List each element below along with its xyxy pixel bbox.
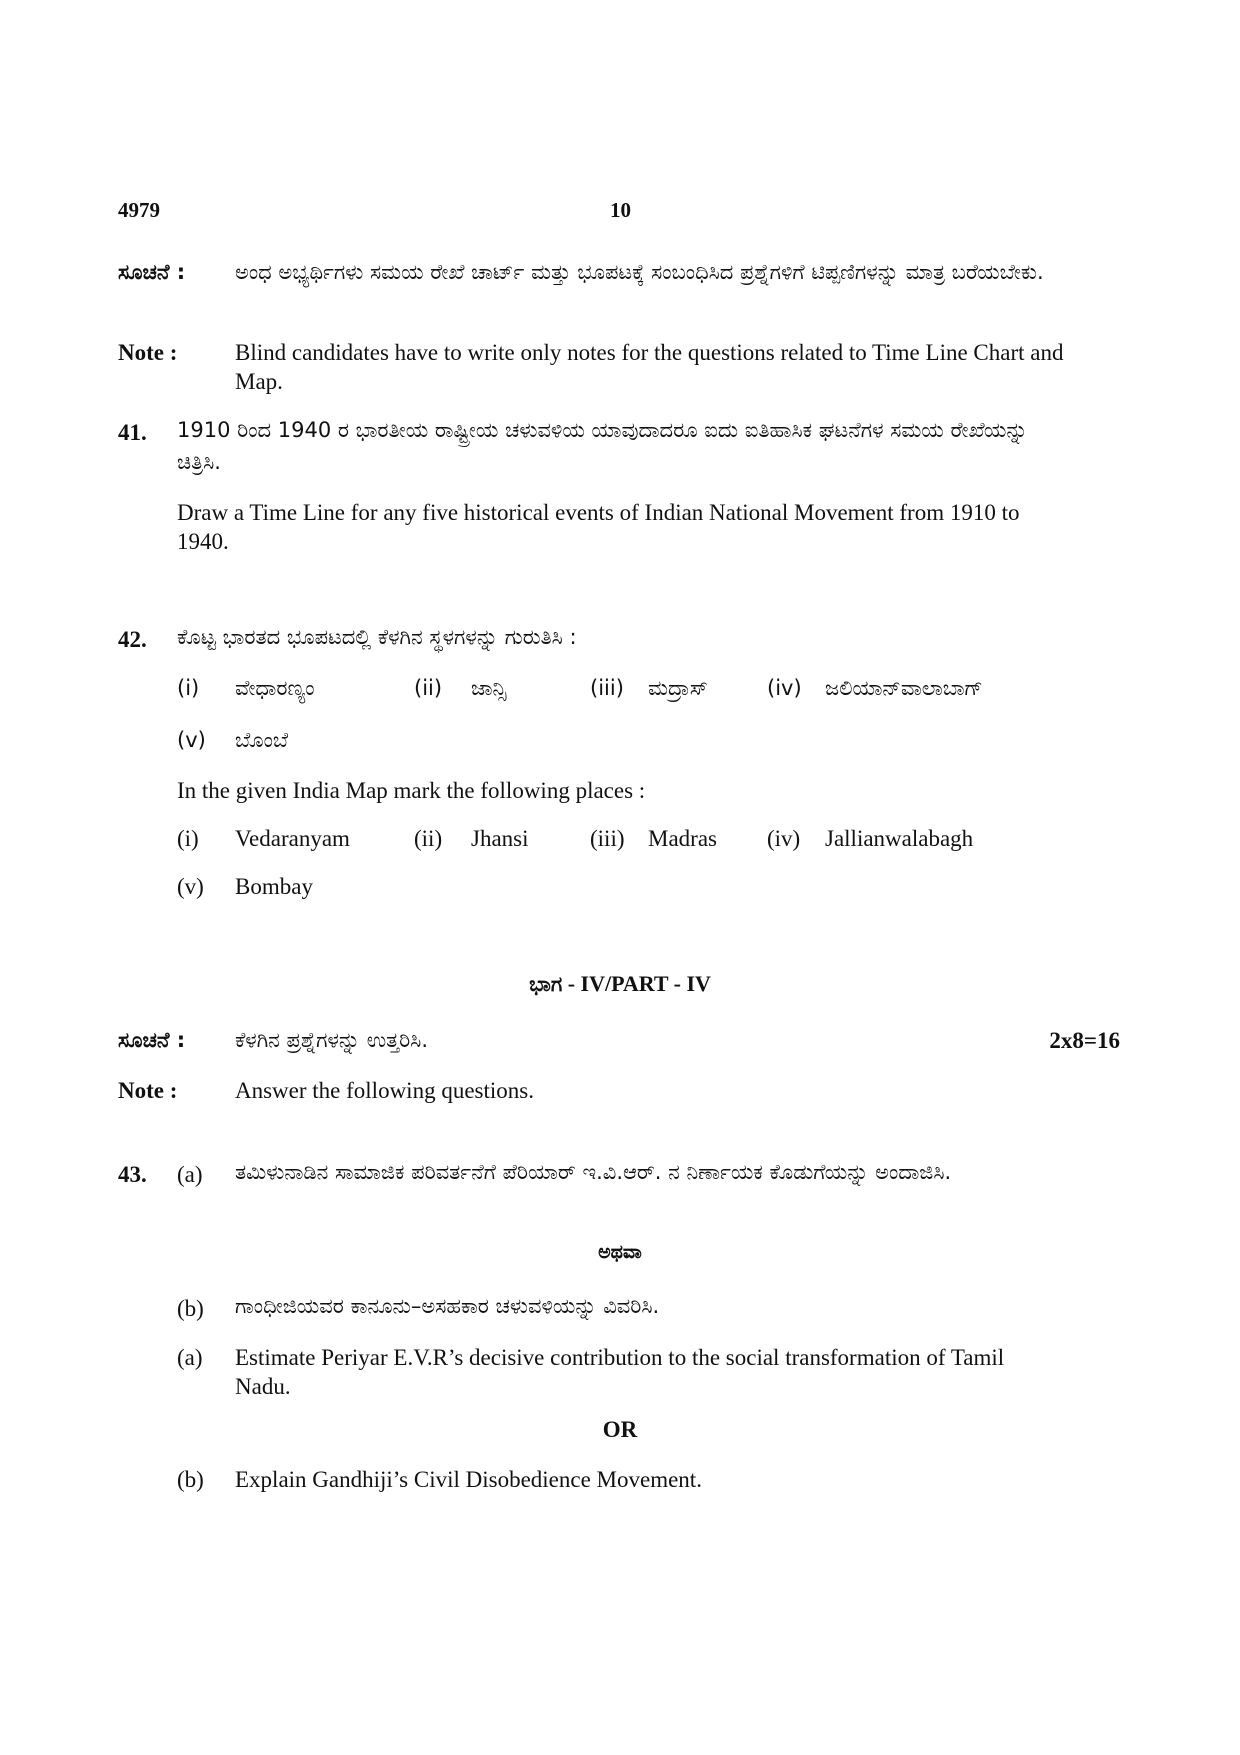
q43-a-kn: ತಮಿಳುನಾಡಿನ ಸಾಮಾಜಿಕ ಪರಿವರ್ತನೆಗೆ ಪೆರಿಯಾರ್ ಇ.ವಿ.ಆರ್. ನ ನಿರ್ಣಾಯಕ ಕೊಡುಗೆಯನ್ನು ಅಂದಾಜಿಸಿ. (235, 1160, 952, 1184)
part-iv-heading-en: - IV/PART - IV (562, 971, 711, 996)
part-iv-instruction-kn: ಕೆಳಗಿನ ಪ್ರಶ್ನೆಗಳನ್ನು ಉತ್ತರಿಸಿ. (235, 1028, 429, 1052)
q42-en-item-3-label: (iii) (590, 826, 625, 851)
part-iv-instruction-label-kn: ಸೂಚನೆ : (118, 1028, 186, 1052)
q42-kn-item-3-label: (iii) (590, 676, 624, 700)
part-iv-heading-kn: ಭಾಗ (529, 972, 563, 996)
question-41-number: 41. (118, 420, 147, 445)
or-kn: ಅಥವಾ (598, 1241, 642, 1263)
q42-kn-item-4: ಜಲಿಯಾನ್‌ವಾಲಾಬಾಗ್ (825, 676, 983, 700)
q43-b-kn: ಗಾಂಧೀಜಿಯವರ ಕಾನೂನು–ಅಸಹಕಾರ ಚಳುವಳಿಯನ್ನು ವಿವರಿಸಿ. (235, 1294, 660, 1318)
q42-kn-item-1: ವೇಧಾರಣ್ಯಂ (235, 676, 315, 700)
question-42-number: 42. (118, 627, 147, 652)
question-42-kn: ಕೊಟ್ಟ ಭಾರತದ ಭೂಪಟದಲ್ಲಿ ಕೆಳಗಿನ ಸ್ಥಳಗಳನ್ನು ಗುರುತಿಸಿ : (177, 625, 577, 649)
note-text: Blind candidates have to write only notes for the questions related to Time Line Chart and Map. (235, 340, 1064, 394)
question-43-number: 43. (118, 1162, 147, 1187)
note-label: Note : (118, 340, 178, 365)
q43-a-label-kn: (a) (177, 1162, 203, 1187)
q43-a-label-en: (a) (177, 1345, 203, 1370)
question-41-en: Draw a Time Line for any five historical events of Indian National Movement from 1910 to 1940. (177, 500, 1020, 554)
paper-code: 4979 (118, 198, 160, 222)
q42-kn-item-4-label: (iv) (767, 676, 802, 700)
q42-en-item-3: Madras (648, 826, 717, 851)
q42-en-item-5: Bombay (235, 874, 313, 899)
q42-en-item-2-label: (ii) (414, 826, 443, 851)
part-iv-note-text: Answer the following questions. (235, 1078, 534, 1103)
q42-en-item-5-label: (v) (177, 874, 204, 899)
q42-en-item-4: Jallianwalabagh (825, 826, 974, 851)
q42-en-item-2: Jhansi (471, 826, 529, 851)
part-iv-note-label: Note : (118, 1078, 178, 1103)
or-en: OR (602, 1417, 638, 1442)
instruction-label-kn: ಸೂಚನೆ : (118, 260, 186, 284)
question-41-kn: 1910 ರಿಂದ 1940 ರ ಭಾರತೀಯ ರಾಷ್ಟ್ರೀಯ ಚಳುವಳಿಯ ಯಾವುದಾದರೂ ಐದು ಐತಿಹಾಸಿಕ ಘಟನೆಗಳ ಸಮಯ ರೇಖೆಯನ್ನು ಚಿತ್ರಿಸಿ. (177, 418, 1028, 474)
q42-kn-item-1-label: (i) (177, 676, 200, 700)
q43-a-en: Estimate Periyar E.V.R’s decisive contribution to the social transformation of Tamil Nadu. (235, 1345, 1005, 1399)
part-iv-marks: 2x8=16 (1049, 1028, 1120, 1053)
q42-kn-item-2: ಜಾನ್ಸಿ (471, 676, 507, 700)
q42-en-item-1-label: (i) (177, 826, 199, 851)
q43-b-en: Explain Gandhiji’s Civil Disobedience Movement. (235, 1467, 702, 1492)
q43-b-label-kn: (b) (177, 1296, 204, 1321)
q43-b-label-en: (b) (177, 1467, 204, 1492)
q42-kn-item-3: ಮದ್ರಾಸ್ (648, 676, 708, 700)
part-iv-heading (0, 968, 1240, 1000)
q42-en-item-1: Vedaranyam (235, 826, 350, 851)
q42-kn-item-5: ಬೊಂಬೆ (235, 728, 289, 752)
q42-kn-item-5-label: (v) (177, 728, 206, 752)
q42-kn-item-2-label: (ii) (414, 676, 443, 700)
question-42-en: In the given India Map mark the following places : (177, 778, 646, 803)
q42-en-item-4-label: (iv) (767, 826, 801, 851)
instruction-text-kn: ಅಂಧ ಅಭ್ಯರ್ಥಿಗಳು ಸಮಯ ರೇಖೆ ಚಾರ್ಟ್ ಮತ್ತು ಭೂಪಟಕ್ಕೆ ಸಂಬಂಧಿಸಿದ ಪ್ರಶ್ನೆಗಳಿಗೆ ಟಿಪ್ಪಣಿಗಳನ್ನು ಮಾತ್ರ ಬರೆಯಬೇಕು. (235, 260, 1044, 284)
page-number: 10 (610, 198, 631, 222)
